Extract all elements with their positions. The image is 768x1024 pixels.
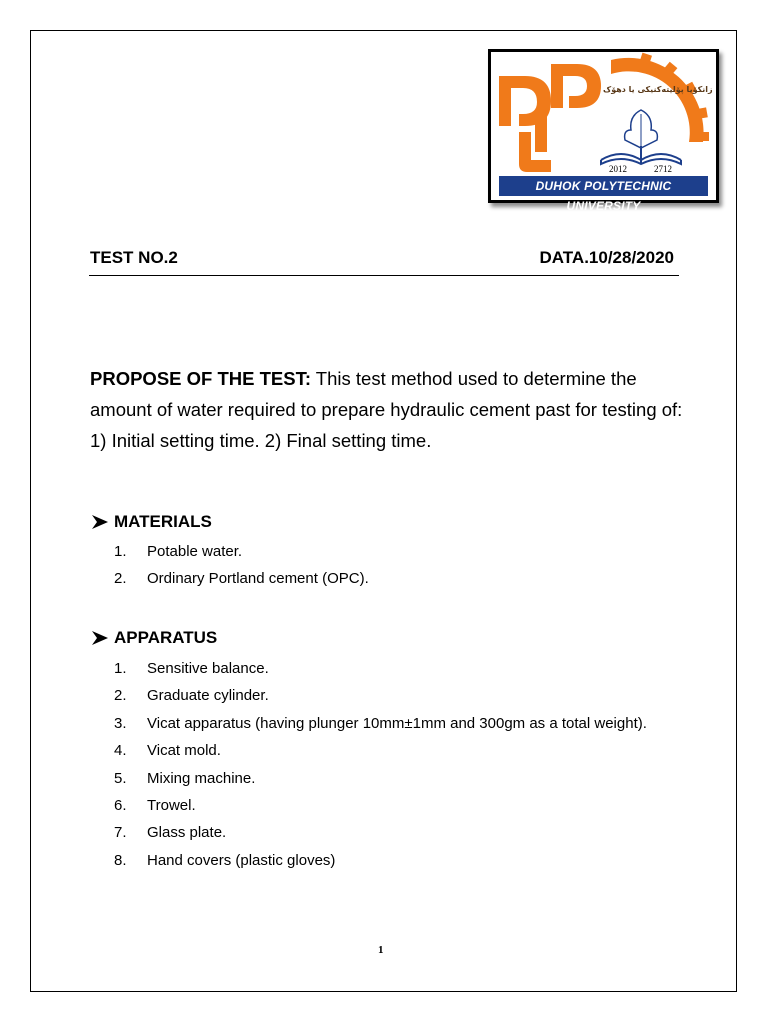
purpose-text: This test method used to determine the amount of water required to prepare hydraulic cement past for testing of: 1) Initial setting time. 2) Final setting time. [90,368,683,451]
materials-list [114,538,369,593]
list-item: 3. Vicat apparatus (having plunger 10mm±1mm and 300gm as a total weight). [114,714,647,732]
page-number: 1 [378,944,384,956]
year-right: 2712 [654,164,672,174]
apparatus-list [114,655,674,874]
apparatus-title: APPARATUS [114,628,218,647]
year-left: 2012 [609,164,627,174]
arrow-bullet-icon [90,630,110,646]
list-item: 1. Sensitive balance. [114,660,269,677]
arrow-bullet-icon [90,514,110,530]
purpose-paragraph [90,363,690,456]
list-item: 2. Ordinary Portland cement (OPC). [114,570,369,588]
materials-heading [90,512,212,532]
test-date: DATA.10/28/2020 [539,248,674,267]
university-logo [488,49,719,213]
header-row [89,246,679,276]
purpose-label: PROPOSE OF THE TEST: [90,368,311,389]
logo-banner: DUHOK POLYTECHNIC UNIVERSITY [499,176,708,196]
materials-title: MATERIALS [114,512,212,531]
list-item: 4. Vicat mold. [114,742,221,760]
list-item: 8. Hand covers (plastic gloves) [114,851,336,869]
list-item: 6. Trowel. [114,797,196,815]
test-number: TEST NO.2 [90,248,178,267]
logo-arabic-text: زانکۆیا پۆلیتەکنیکی یا دهۆک [603,85,713,94]
list-item: 7. Glass plate. [114,824,227,842]
list-item: 1. Potable water. [114,543,243,560]
list-item: 5. Mixing machine. [114,769,256,787]
apparatus-heading [90,628,217,648]
list-item: 2. Graduate cylinder. [114,687,269,705]
